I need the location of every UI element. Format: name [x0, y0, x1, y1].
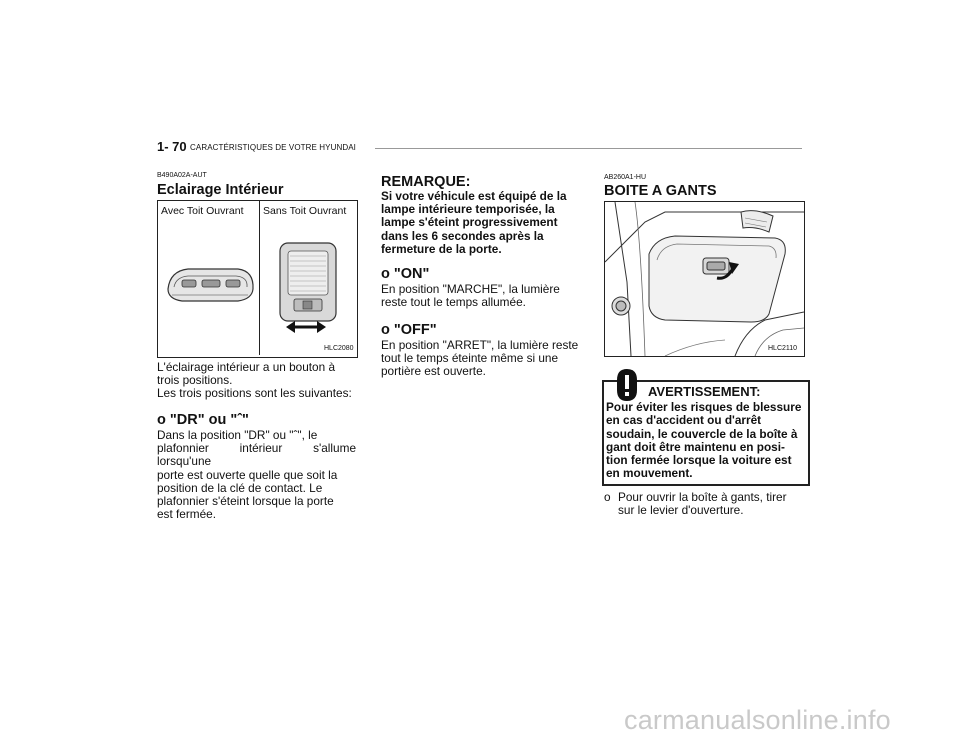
- dr-paragraph: Dans la position "DR" ou "ˆ", le plafonnier intérieur s'allume lorsqu'une porte est ouverte quelle que soit la position de la clé de contact. Le plafonnier s'éteint lorsque la porte est fermée.: [157, 428, 356, 522]
- warning-heading: AVERTISSEMENT:: [648, 384, 761, 399]
- running-title: CARACTÉRISTIQUES DE VOTRE HYUNDAI: [190, 143, 356, 152]
- sunroof-lamp-illustration: [168, 269, 253, 301]
- remark-heading: REMARQUE:: [381, 174, 471, 190]
- dome-lamp-illustration: [280, 243, 336, 321]
- glove-box-instruction: o Pour ouvrir la boîte à gants, tirer sur le levier d'ouverture.: [604, 490, 787, 518]
- section-code: B490A02A-AUT: [157, 172, 207, 179]
- glove-box-figure: [604, 201, 805, 357]
- on-paragraph: En position "MARCHE", la lumière reste tout le temps allumée.: [381, 282, 560, 310]
- on-heading: o "ON": [381, 266, 430, 282]
- interior-light-illustration: [158, 201, 357, 357]
- watermark: carmanualsonline.info: [624, 705, 891, 735]
- warning-box: [602, 380, 810, 486]
- figure-label-no-sunroof: Sans Toit Ouvrant: [263, 205, 347, 217]
- figure-id: HLC2080: [324, 345, 354, 352]
- off-heading: o "OFF": [381, 322, 437, 338]
- header-rule: [375, 148, 802, 149]
- page-number: 1- 70: [157, 139, 187, 154]
- warning-icon: [614, 368, 640, 402]
- section-title: Eclairage Intérieur: [157, 182, 284, 198]
- intro-paragraph: L'éclairage intérieur a un bouton à trois positions. Les trois positions sont les suivantes:: [157, 360, 352, 401]
- figure-label-sunroof: Avec Toit Ouvrant: [161, 205, 244, 217]
- section-code: AB260A1-HU: [604, 174, 647, 181]
- slide-arrow-icon: [286, 321, 326, 333]
- remark-paragraph: Si votre véhicule est équipé de la lampe intérieure temporisée, la lampe s'éteint progressivement dans les 6 secondes après la fermeture de la porte.: [381, 189, 567, 256]
- section-title: BOITE A GANTS: [604, 183, 717, 199]
- dr-heading: o "DR" ou "ˆ": [157, 412, 249, 428]
- warning-text: Pour éviter les risques de blessure en cas d'accident ou d'arrêt soudain, le couvercle de la boîte à gant doit être maintenu en posi- tion fermée lorsque la voiture est en mouvement.: [606, 400, 802, 481]
- glove-box-illustration: [605, 202, 804, 356]
- interior-light-figure: [157, 200, 358, 358]
- bullet-marker: o: [604, 490, 611, 504]
- off-paragraph: En position "ARRET", la lumière reste tout le temps éteinte même si une portière est ouverte.: [381, 338, 579, 379]
- figure-id: HLC2110: [768, 345, 798, 352]
